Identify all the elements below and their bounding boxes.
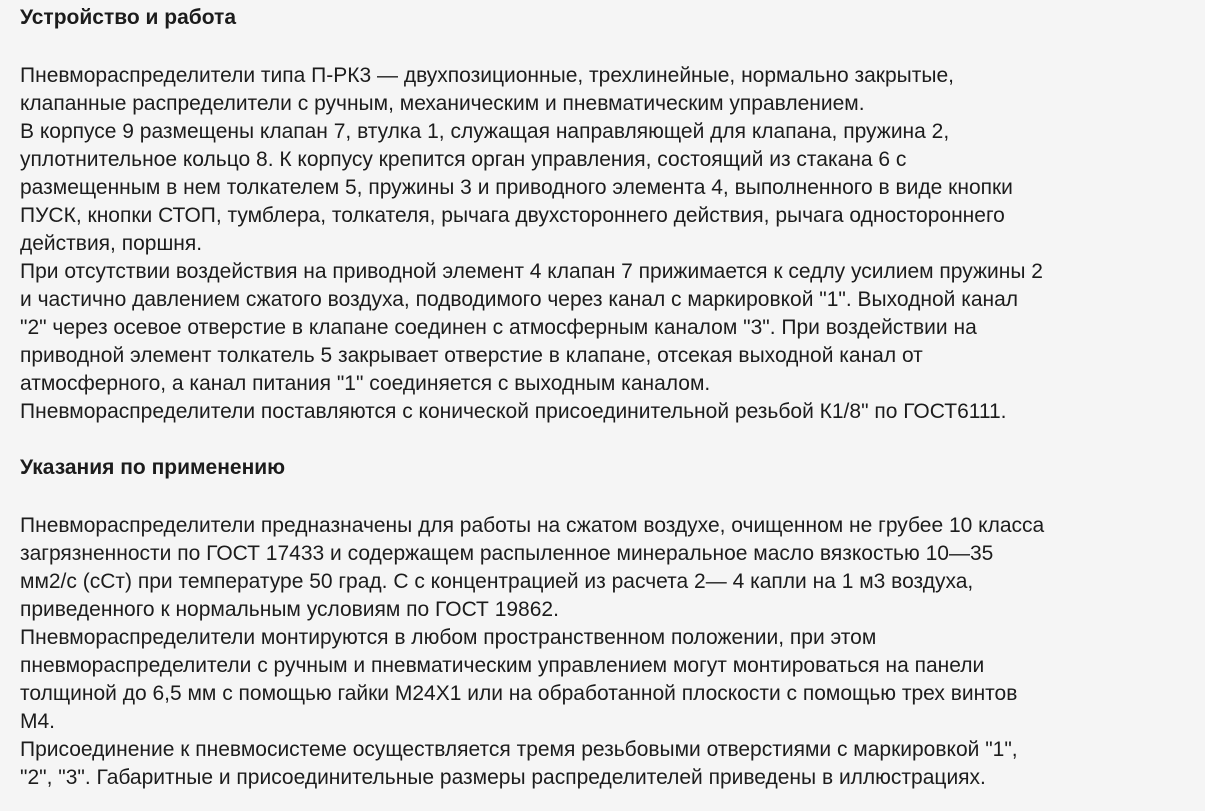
text-line: загрязненности по ГОСТ 17433 и содержащем распыленное минеральное масло вязкостью 10—35 [20,542,994,565]
text-line: атмосферного, а канал питания "1" соединяется с выходным каналом. [20,372,711,395]
text-line: действия, поршня. [20,232,203,255]
section-heading: Устройство и работа [20,6,237,29]
text-line: Пневмораспределители монтируются в любом пространственном положении, при этом [20,626,877,649]
text-line: Пневмораспределители типа П-РК3 — двухпозиционные, трехлинейные, нормально закрытые, [20,64,954,87]
section-body [20,62,1044,426]
text-line: М4. [20,710,56,733]
document [20,4,1044,792]
text-line: В корпусе 9 размещены клапан 7, втулка 1, служащая направляющей для клапана, пружина 2, [20,120,950,143]
text-line: Пневмораспределители предназначены для работы на сжатом воздухе, очищенном не грубее 10 класса [20,514,1045,537]
text-line: ПУСК, кнопки СТОП, тумблера, толкателя, рычага двухстороннего действия, рычага одностороннего [20,204,1005,227]
text-line: Пневмораспределители поставляются с конической присоединительной резьбой К1/8" по ГОСТ6111. [20,400,1007,423]
text-line: "2", "3". Габаритные и присоединительные размеры распределителей приведены в иллюстрациях. [20,766,986,789]
text-line: Присоединение к пневмосистеме осуществляется тремя резьбовыми отверстиями с маркировкой "1", [20,738,1018,761]
text-line: пневмораспределители с ручным и пневматическим управлением могут монтироваться на панели [20,654,985,677]
text-line: толщиной до 6,5 мм с помощью гайки М24Х1 или на обработанной плоскости с помощью трех винтов [20,682,1018,705]
text-line: "2" через осевое отверстие в клапане соединен с атмосферным каналом "3". При воздействии на [20,316,977,339]
text-line: приведенного к нормальным условиям по ГОСТ 19862. [20,598,559,621]
section-device-operation [20,4,1044,426]
section-usage-instructions [20,454,1044,792]
section-body [20,512,1044,792]
text-line: уплотнительное кольцо 8. К корпусу крепится орган управления, состоящий из стакана 6 с [20,148,907,171]
text-line: приводной элемент толкатель 5 закрывает отверстие в клапане, отсекая выходной канал от [20,344,923,367]
section-heading: Указания по применению [20,456,286,479]
text-line: При отсутствии воздействия на приводной элемент 4 клапан 7 прижимается к седлу усилием пружины 2 [20,260,1043,283]
text-line: и частично давлением сжатого воздуха, подводимого через канал с маркировкой "1". Выходной канал [20,288,1019,311]
text-line: мм2/с (сСт) при температуре 50 град. С с концентрацией из расчета 2— 4 капли на 1 м3 воздуха, [20,570,974,593]
text-line: клапанные распределители с ручным, механическим и пневматическим управлением. [20,92,865,115]
text-line: размещенным в нем толкателем 5, пружины 3 и приводного элемента 4, выполненного в виде кнопки [20,176,1013,199]
